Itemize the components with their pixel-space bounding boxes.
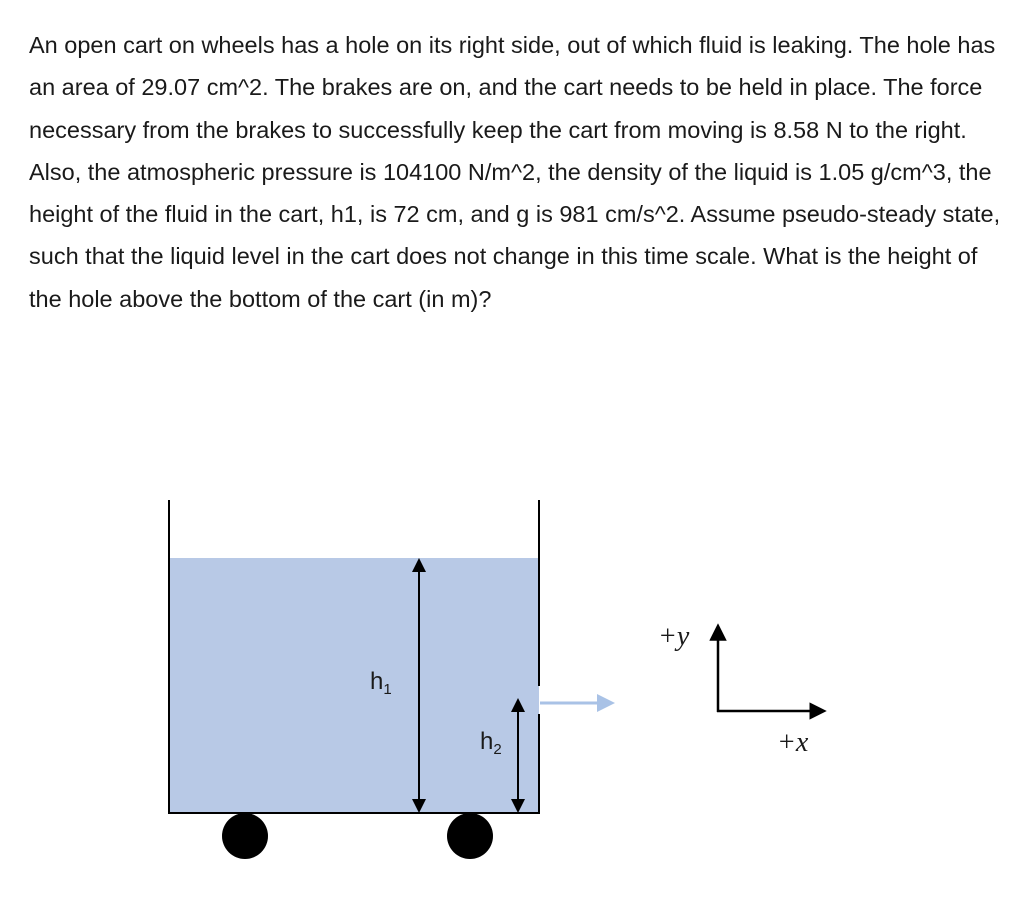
left-wheel (222, 813, 268, 859)
x-axis-label: +x (777, 727, 809, 758)
y-axis-label: +y (658, 621, 690, 652)
right-wheel (447, 813, 493, 859)
h1-label: $h_1$ (370, 668, 392, 698)
h2-label: $h_2$ (480, 728, 502, 758)
fluid-body (169, 558, 539, 813)
problem-text: An open cart on wheels has a hole on its right side, out of which fluid is leaking. The hole has an area of 29.07 cm^2. The brakes are on, and the cart needs to be held in place. The force necessary from the brakes to successfully keep the cart from moving is 8.58 N to the right. Also, the atmospheric pressure is 104100 N/m^2, the density of the liquid is 1.05 g/cm^3, the height of the fluid in the cart, h1, is 72 cm, and g is 981 cm/s^2. Assume pseudo-steady state, such that the liquid level in the cart does not change in this time scale. What is the height of the hole above the bottom of the cart (in m)? (29, 32, 1001, 312)
h1-subscript: 1 (383, 681, 392, 698)
h2-subscript: 2 (493, 741, 502, 758)
